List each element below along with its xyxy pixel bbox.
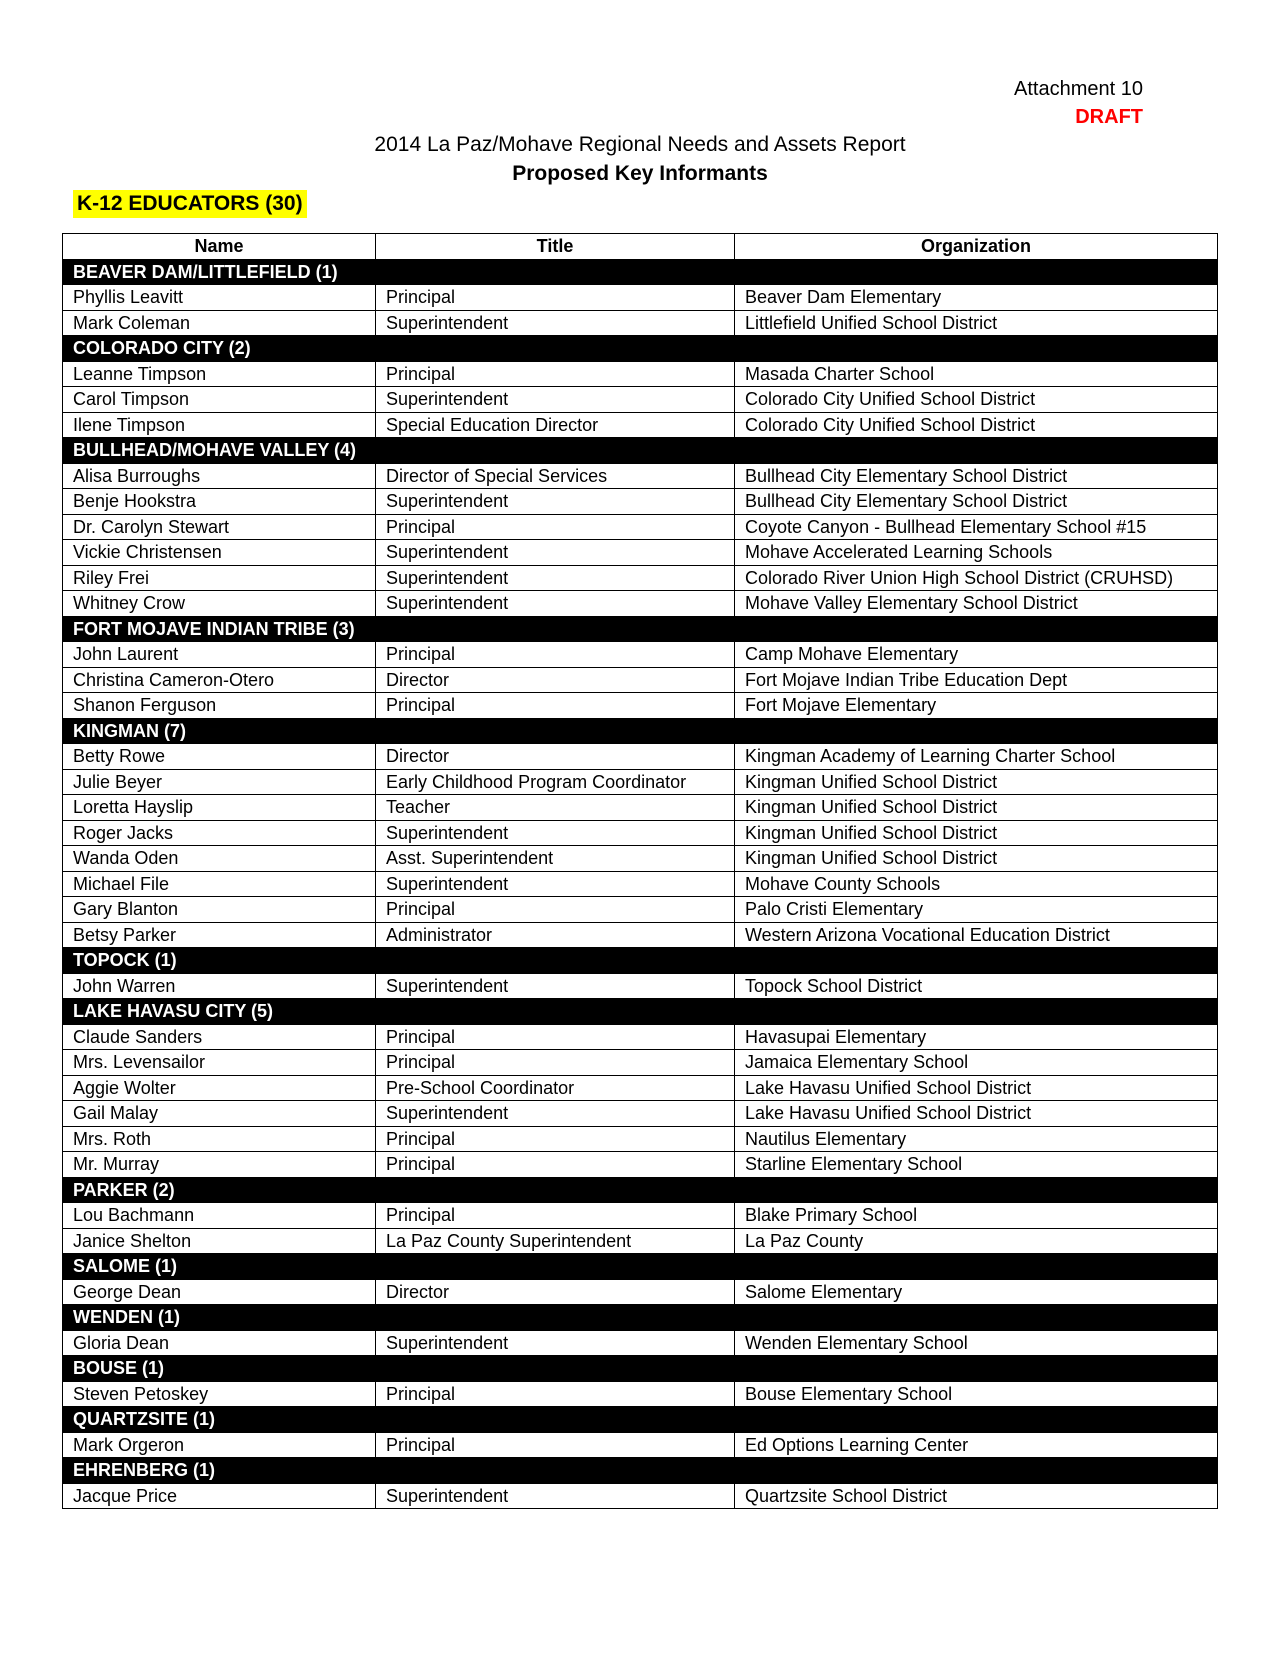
cell-title: Principal [376,1152,735,1178]
cell-organization: Colorado City Unified School District [735,412,1218,438]
cell-name: Phyllis Leavitt [63,285,376,311]
table-row [63,1075,1218,1101]
table-row [63,1432,1218,1458]
cell-organization: Beaver Dam Elementary [735,285,1218,311]
group-row [63,1254,1218,1280]
table-row [63,846,1218,872]
table-row [63,1279,1218,1305]
cell-name: Vickie Christensen [63,540,376,566]
cell-name: Mr. Murray [63,1152,376,1178]
cell-title: Principal [376,693,735,719]
cell-name: Leanne Timpson [63,361,376,387]
column-header-name: Name [63,234,376,260]
table-row [63,820,1218,846]
table-row [63,540,1218,566]
group-row [63,999,1218,1025]
cell-title: Principal [376,1203,735,1229]
table-row [63,1101,1218,1127]
table-row [63,667,1218,693]
draft-label: DRAFT [1075,106,1143,128]
group-row [63,616,1218,642]
cell-title: Principal [376,642,735,668]
cell-name: John Warren [63,973,376,999]
group-row [63,1458,1218,1484]
cell-title: Superintendent [376,565,735,591]
cell-organization: Coyote Canyon - Bullhead Elementary School #15 [735,514,1218,540]
cell-name: Carol Timpson [63,387,376,413]
table-row [63,1381,1218,1407]
cell-name: Dr. Carolyn Stewart [63,514,376,540]
cell-name: Whitney Crow [63,591,376,617]
cell-organization: Kingman Unified School District [735,769,1218,795]
cell-title: Superintendent [376,1330,735,1356]
cell-organization: Camp Mohave Elementary [735,642,1218,668]
group-label: TOPOCK (1) [63,948,376,974]
cell-title: Principal [376,1126,735,1152]
cell-title: Superintendent [376,1101,735,1127]
cell-organization: Salome Elementary [735,1279,1218,1305]
group-label: LAKE HAVASU CITY (5) [63,999,376,1025]
group-label: SALOME (1) [63,1254,376,1280]
group-label: COLORADO CITY (2) [63,336,376,362]
table-row [63,387,1218,413]
table-body [63,259,1218,1509]
cell-organization: Topock School District [735,973,1218,999]
table-row [63,412,1218,438]
cell-organization: Masada Charter School [735,361,1218,387]
group-empty-cell [376,1356,735,1382]
table-row [63,642,1218,668]
cell-title: Superintendent [376,871,735,897]
group-label: QUARTZSITE (1) [63,1407,376,1433]
group-empty-cell [376,616,735,642]
table-row [63,769,1218,795]
cell-name: John Laurent [63,642,376,668]
cell-organization: Bullhead City Elementary School District [735,463,1218,489]
cell-organization: Starline Elementary School [735,1152,1218,1178]
cell-title: Superintendent [376,1483,735,1509]
cell-name: Roger Jacks [63,820,376,846]
cell-organization: Bullhead City Elementary School District [735,489,1218,515]
group-row [63,438,1218,464]
cell-title: Director [376,667,735,693]
cell-organization: Wenden Elementary School [735,1330,1218,1356]
cell-organization: Jamaica Elementary School [735,1050,1218,1076]
cell-name: Mrs. Roth [63,1126,376,1152]
cell-organization: Colorado City Unified School District [735,387,1218,413]
cell-organization: Ed Options Learning Center [735,1432,1218,1458]
table-row [63,463,1218,489]
cell-organization: Lake Havasu Unified School District [735,1075,1218,1101]
cell-name: Aggie Wolter [63,1075,376,1101]
group-empty-cell [735,1254,1218,1280]
cell-name: Loretta Hayslip [63,795,376,821]
group-row [63,718,1218,744]
group-empty-cell [376,1458,735,1484]
table-row [63,1024,1218,1050]
cell-title: Superintendent [376,540,735,566]
table-row [63,514,1218,540]
section-heading: K-12 EDUCATORS (30) [73,190,307,218]
cell-title: Teacher [376,795,735,821]
cell-organization: Nautilus Elementary [735,1126,1218,1152]
table-row [63,1228,1218,1254]
group-row [63,1356,1218,1382]
group-row [63,336,1218,362]
report-title: 2014 La Paz/Mohave Regional Needs and Assets Report [374,133,906,156]
table-row [63,489,1218,515]
group-row [63,1305,1218,1331]
cell-title: Superintendent [376,820,735,846]
cell-name: Betty Rowe [63,744,376,770]
cell-organization: Kingman Unified School District [735,846,1218,872]
group-empty-cell [376,999,735,1025]
table-row [63,1330,1218,1356]
group-empty-cell [735,1356,1218,1382]
group-row [63,1177,1218,1203]
cell-organization: Kingman Unified School District [735,795,1218,821]
cell-organization: Blake Primary School [735,1203,1218,1229]
cell-organization: Fort Mojave Indian Tribe Education Dept [735,667,1218,693]
group-label: BULLHEAD/MOHAVE VALLEY (4) [63,438,376,464]
cell-name: Betsy Parker [63,922,376,948]
table-row [63,744,1218,770]
cell-organization: Colorado River Union High School District (CRUHSD) [735,565,1218,591]
cell-title: Superintendent [376,973,735,999]
table-row [63,897,1218,923]
report-subtitle: Proposed Key Informants [512,162,768,185]
table-row [63,591,1218,617]
table-row [63,1203,1218,1229]
cell-name: George Dean [63,1279,376,1305]
table-row [63,1050,1218,1076]
cell-name: Julie Beyer [63,769,376,795]
group-empty-cell [376,259,735,285]
cell-organization: Bouse Elementary School [735,1381,1218,1407]
table-header-row [63,234,1218,260]
cell-name: Alisa Burroughs [63,463,376,489]
cell-name: Lou Bachmann [63,1203,376,1229]
cell-organization: Havasupai Elementary [735,1024,1218,1050]
group-label: EHRENBERG (1) [63,1458,376,1484]
group-empty-cell [376,438,735,464]
cell-name: Gloria Dean [63,1330,376,1356]
cell-name: Mark Orgeron [63,1432,376,1458]
cell-name: Gail Malay [63,1101,376,1127]
column-header-organization: Organization [735,234,1218,260]
key-informants-table [62,233,1218,1509]
cell-name: Benje Hookstra [63,489,376,515]
cell-organization: Quartzsite School District [735,1483,1218,1509]
cell-title: Director of Special Services [376,463,735,489]
cell-name: Ilene Timpson [63,412,376,438]
group-label: PARKER (2) [63,1177,376,1203]
cell-title: Superintendent [376,591,735,617]
group-empty-cell [376,718,735,744]
cell-name: Christina Cameron-Otero [63,667,376,693]
group-label: BEAVER DAM/LITTLEFIELD (1) [63,259,376,285]
cell-title: Principal [376,285,735,311]
column-header-title: Title [376,234,735,260]
group-empty-cell [735,999,1218,1025]
group-empty-cell [376,1305,735,1331]
group-row [63,259,1218,285]
table-row [63,871,1218,897]
group-empty-cell [376,336,735,362]
cell-organization: Palo Cristi Elementary [735,897,1218,923]
cell-title: Director [376,1279,735,1305]
cell-title: Asst. Superintendent [376,846,735,872]
group-row [63,1407,1218,1433]
table-row [63,1152,1218,1178]
group-empty-cell [735,948,1218,974]
cell-name: Mrs. Levensailor [63,1050,376,1076]
cell-title: La Paz County Superintendent [376,1228,735,1254]
group-empty-cell [735,1177,1218,1203]
cell-title: Principal [376,514,735,540]
table-row [63,693,1218,719]
cell-title: Administrator [376,922,735,948]
cell-title: Principal [376,897,735,923]
cell-title: Pre-School Coordinator [376,1075,735,1101]
group-empty-cell [735,438,1218,464]
cell-title: Superintendent [376,387,735,413]
cell-organization: Kingman Academy of Learning Charter School [735,744,1218,770]
cell-title: Special Education Director [376,412,735,438]
group-empty-cell [376,1407,735,1433]
group-label: WENDEN (1) [63,1305,376,1331]
cell-organization: Kingman Unified School District [735,820,1218,846]
cell-title: Director [376,744,735,770]
cell-organization: Western Arizona Vocational Education District [735,922,1218,948]
cell-title: Superintendent [376,310,735,336]
table-row [63,285,1218,311]
group-label: KINGMAN (7) [63,718,376,744]
group-row [63,948,1218,974]
cell-name: Michael File [63,871,376,897]
cell-organization: Littlefield Unified School District [735,310,1218,336]
cell-name: Janice Shelton [63,1228,376,1254]
table-row [63,565,1218,591]
cell-title: Superintendent [376,489,735,515]
cell-name: Gary Blanton [63,897,376,923]
cell-organization: La Paz County [735,1228,1218,1254]
table-row [63,310,1218,336]
table-row [63,973,1218,999]
cell-name: Steven Petoskey [63,1381,376,1407]
cell-name: Shanon Ferguson [63,693,376,719]
cell-organization: Mohave County Schools [735,871,1218,897]
group-label: BOUSE (1) [63,1356,376,1382]
table-row [63,361,1218,387]
group-empty-cell [376,948,735,974]
cell-name: Mark Coleman [63,310,376,336]
group-empty-cell [735,616,1218,642]
group-empty-cell [735,1407,1218,1433]
group-empty-cell [376,1254,735,1280]
cell-title: Principal [376,1432,735,1458]
group-empty-cell [735,1458,1218,1484]
group-empty-cell [735,259,1218,285]
table-row [63,795,1218,821]
cell-title: Principal [376,1050,735,1076]
cell-organization: Fort Mojave Elementary [735,693,1218,719]
group-empty-cell [735,1305,1218,1331]
cell-title: Principal [376,1381,735,1407]
cell-name: Wanda Oden [63,846,376,872]
cell-organization: Mohave Valley Elementary School District [735,591,1218,617]
table-row [63,1483,1218,1509]
cell-name: Riley Frei [63,565,376,591]
cell-title: Principal [376,1024,735,1050]
table-row [63,1126,1218,1152]
cell-name: Jacque Price [63,1483,376,1509]
group-empty-cell [376,1177,735,1203]
cell-organization: Lake Havasu Unified School District [735,1101,1218,1127]
attachment-label: Attachment 10 [1014,78,1143,100]
cell-organization: Mohave Accelerated Learning Schools [735,540,1218,566]
cell-title: Principal [376,361,735,387]
cell-title: Early Childhood Program Coordinator [376,769,735,795]
table-row [63,922,1218,948]
cell-name: Claude Sanders [63,1024,376,1050]
group-empty-cell [735,718,1218,744]
group-label: FORT MOJAVE INDIAN TRIBE (3) [63,616,376,642]
group-empty-cell [735,336,1218,362]
